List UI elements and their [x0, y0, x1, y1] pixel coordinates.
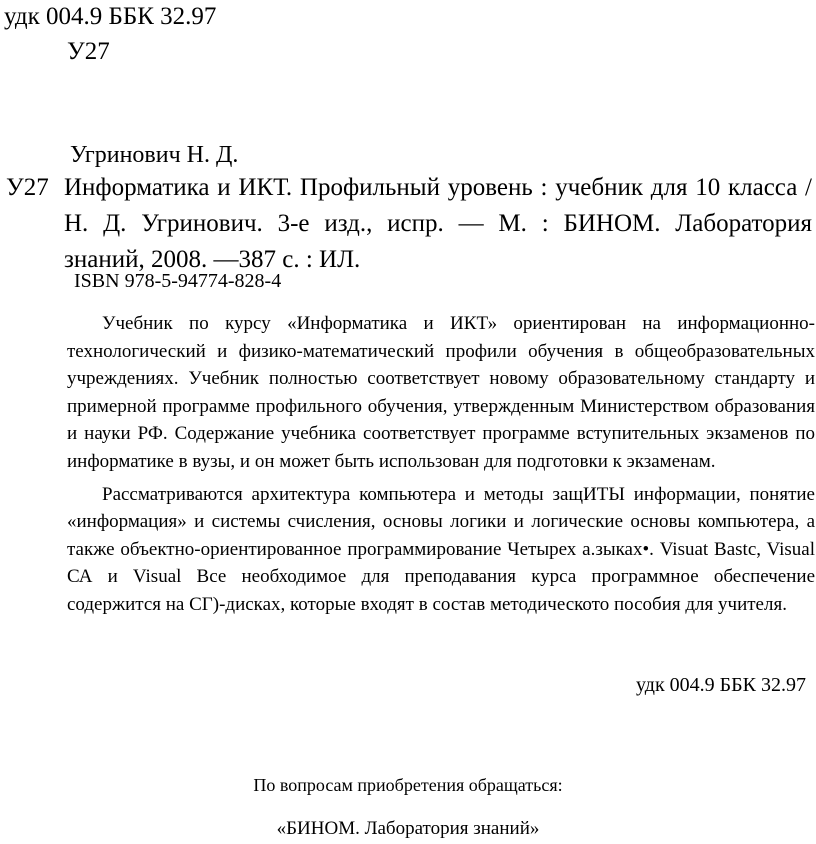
abstract-paragraph-1: Учебник по курсу «Информатика и ИКТ» ориентирован на информационно-технологический и физико-математический профили обучения в общеобразовательных учреждениях. Учебник полностью соответствует новому образовательному стандарту и примерной программе профильного обучения, утвержденным Министерством образования и науки РФ. Содержание учебника соответствует программе вступительных экзаменов по информатике в вузы, и он может быть использован для подготовки к экзаменам.: [67, 313, 815, 472]
entry-code: У27: [6, 174, 49, 201]
udk-bbk-header: удк 004.9 ББК 32.97: [4, 3, 217, 30]
contact-prompt: По вопросам приобретения обращаться:: [253, 775, 563, 795]
abstract-paragraph-2: Рассматриваются архитектура компьютера и методы защИТЫ информации, понятие «информация» и системы счисления, основы логики и логические основы компьютера, а также объектно-ориентированное программирование Четырех а.зыках•. Visuat Bastc, Visual СА и Visual Все необходимое для преподавания курса программное обеспечение содержится на СГ)-дисках, которые входят в состав методическото пособия для учителя.: [67, 483, 815, 615]
isbn: ISBN 978-5-94774-828-4: [74, 270, 282, 292]
author-code: У27: [67, 38, 110, 65]
author-name: Угринович Н. Д.: [70, 142, 239, 168]
entry-description: Информатика и ИКТ. Профильный уровень : учебник для 10 класса / Н. Д. Угринович. 3-е изд., испр. — М. : БИНОМ. Лаборатория знаний, 2008. —387 с. : ИЛ.: [64, 174, 812, 273]
udk-bbk-footer: удк 004.9 ББК 32.97: [636, 674, 806, 696]
publisher-name: «БИНОМ. Лаборатория знаний»: [276, 818, 540, 839]
abstract: [67, 310, 815, 619]
